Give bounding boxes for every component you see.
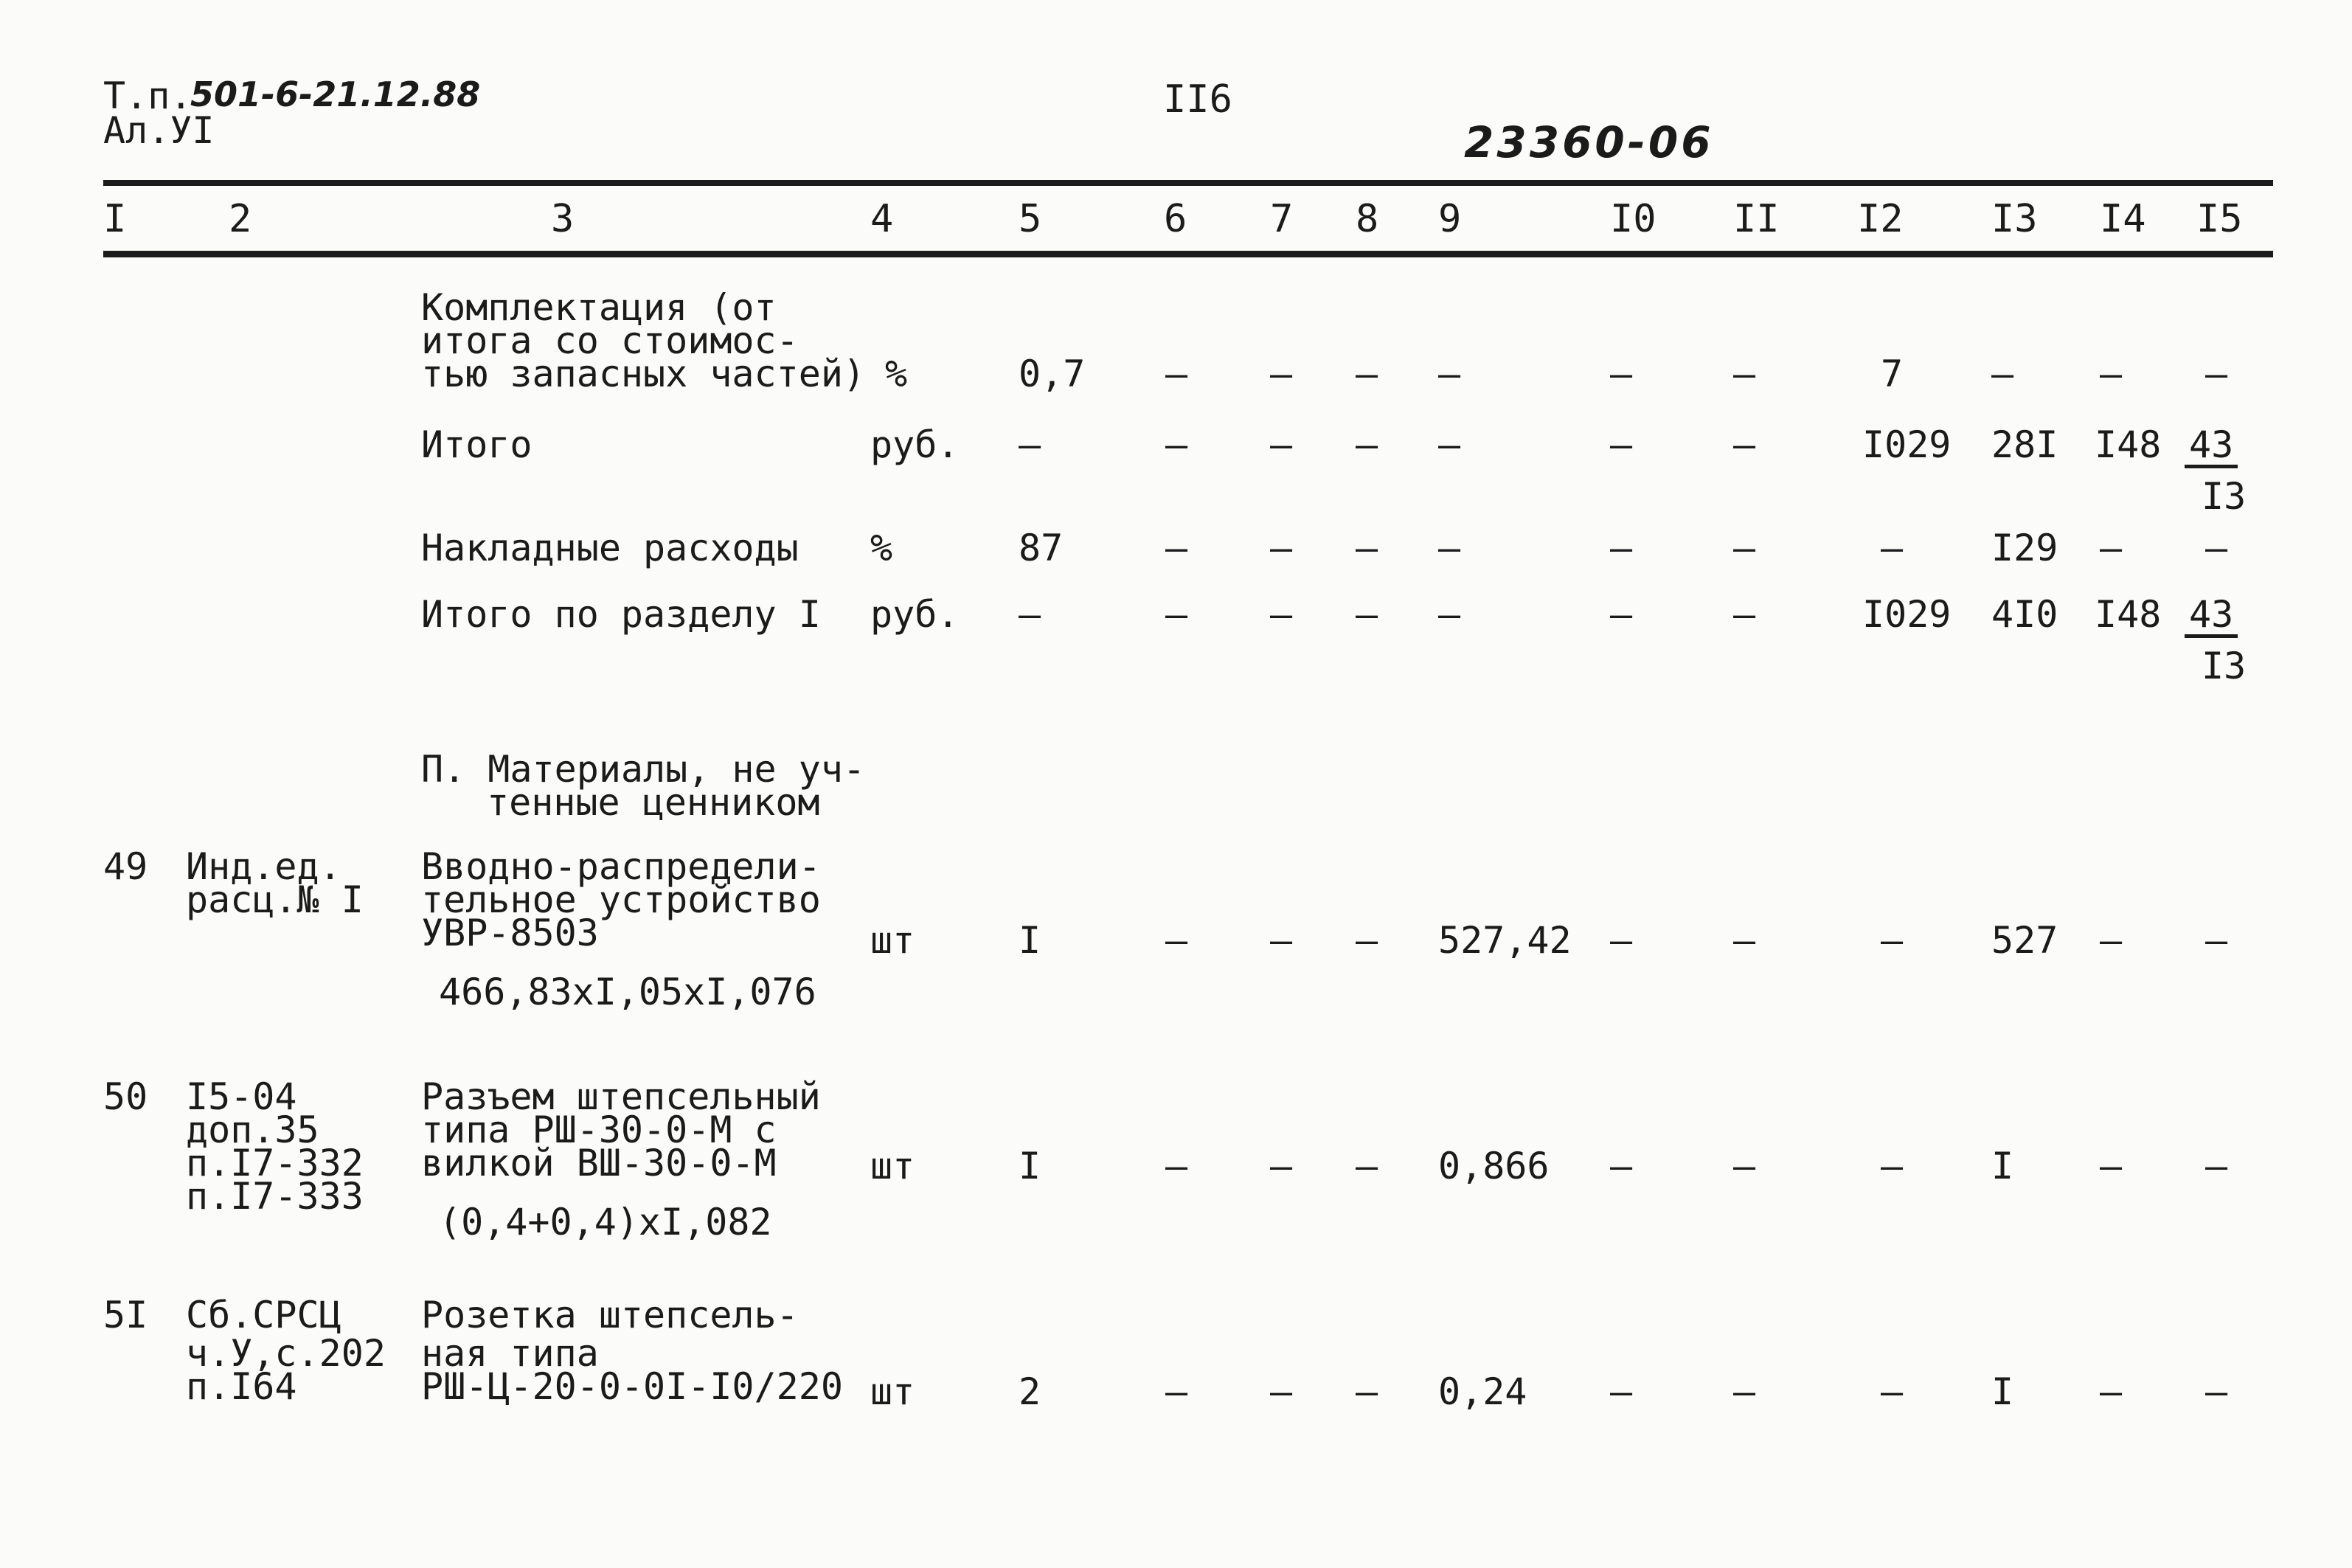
cell-col11: – bbox=[1733, 919, 1756, 962]
cell-col7: – bbox=[1270, 1145, 1293, 1187]
column-header: I5 bbox=[2196, 197, 2243, 241]
row-name: Накладные расходы bbox=[421, 527, 799, 569]
cell-col6: – bbox=[1165, 423, 1188, 466]
column-header: I bbox=[103, 197, 127, 241]
row-name: Итого bbox=[421, 423, 533, 466]
item-code-line: I5-04 bbox=[186, 1075, 297, 1118]
cell-col9: – bbox=[1438, 527, 1461, 569]
project-prefix: Т.п. bbox=[103, 74, 192, 117]
row-name-line: тью запасных частей) bbox=[421, 353, 866, 395]
item-formula: (0,4+0,4)xI,082 bbox=[439, 1201, 772, 1243]
cell-col14: – bbox=[2100, 919, 2123, 962]
item-name-line: вилкой ВШ-30-0-М bbox=[421, 1142, 777, 1184]
cell-col13: 28I bbox=[1991, 423, 2058, 466]
column-header: I4 bbox=[2100, 197, 2146, 241]
cell-col10: – bbox=[1610, 353, 1633, 395]
item-name-line: типа РШ-30-0-М с bbox=[421, 1109, 777, 1151]
cell-col13: – bbox=[1991, 353, 2014, 395]
row-qty: 87 bbox=[1019, 527, 1064, 569]
row-unit: % bbox=[885, 353, 908, 395]
cell-col7: – bbox=[1270, 423, 1293, 466]
cell-col8: – bbox=[1356, 1145, 1378, 1187]
cell-col10: – bbox=[1610, 919, 1633, 962]
cell-col10: – bbox=[1610, 1145, 1633, 1187]
cell-col6: – bbox=[1165, 353, 1188, 395]
cell-col12: – bbox=[1881, 1370, 1904, 1413]
cell-col14: – bbox=[2100, 1145, 2123, 1187]
cell-col15: – bbox=[2205, 1145, 2228, 1187]
row-qty: – bbox=[1019, 593, 1041, 636]
cell-col10: – bbox=[1610, 527, 1633, 569]
item-code-line: п.I7-332 bbox=[186, 1142, 364, 1184]
column-header: II bbox=[1733, 197, 1780, 241]
row-unit: % bbox=[870, 527, 893, 569]
item-qty: I bbox=[1019, 919, 1041, 962]
row-qty: – bbox=[1019, 423, 1041, 466]
cell-col9: 527,42 bbox=[1438, 919, 1572, 962]
item-number: 50 bbox=[103, 1075, 148, 1118]
cell-col11: – bbox=[1733, 423, 1756, 466]
fraction-numerator: 43 bbox=[2185, 596, 2238, 638]
cell-col13: 4I0 bbox=[1991, 593, 2058, 636]
cell-col6: – bbox=[1165, 1370, 1188, 1413]
cell-col9: – bbox=[1438, 353, 1461, 395]
cell-col7: – bbox=[1270, 527, 1293, 569]
fraction-denominator: I3 bbox=[2202, 475, 2247, 518]
column-header: I0 bbox=[1610, 197, 1657, 241]
row-name: Итого по разделу I bbox=[421, 593, 821, 636]
fraction-denominator: I3 bbox=[2202, 645, 2247, 687]
cell-col11: – bbox=[1733, 1145, 1756, 1187]
column-header: 4 bbox=[870, 197, 894, 241]
item-code-line: Сб.СРСЦ bbox=[186, 1294, 341, 1336]
item-code-line: п.I7-333 bbox=[186, 1175, 364, 1218]
item-code-line: Инд.ед. bbox=[186, 845, 341, 888]
row-unit: руб. bbox=[870, 423, 960, 466]
cell-col12: – bbox=[1881, 527, 1904, 569]
item-qty: 2 bbox=[1019, 1370, 1041, 1413]
row-name-line: Комплектация (от bbox=[421, 286, 777, 329]
cell-col9: 0,24 bbox=[1438, 1370, 1527, 1413]
section-title-line: тенные ценником bbox=[487, 781, 820, 824]
cell-col12: I029 bbox=[1862, 423, 1952, 466]
cell-col12: – bbox=[1881, 919, 1904, 962]
cell-col14: – bbox=[2100, 527, 2123, 569]
column-header: I2 bbox=[1857, 197, 1904, 241]
item-qty: I bbox=[1019, 1145, 1041, 1187]
item-code-line: доп.35 bbox=[186, 1109, 319, 1151]
cell-col11: – bbox=[1733, 1370, 1756, 1413]
row-qty: 0,7 bbox=[1019, 353, 1086, 395]
item-number: 5I bbox=[103, 1294, 148, 1336]
cell-col7: – bbox=[1270, 353, 1293, 395]
cell-col10: – bbox=[1610, 423, 1633, 466]
item-unit: шт bbox=[870, 1145, 915, 1187]
cell-col8: – bbox=[1356, 1370, 1378, 1413]
cell-col13: I bbox=[1991, 1145, 2014, 1187]
column-header: 2 bbox=[229, 197, 252, 241]
column-header: 6 bbox=[1164, 197, 1187, 241]
item-formula: 466,83xI,05xI,076 bbox=[439, 971, 816, 1013]
cell-col6: – bbox=[1165, 1145, 1188, 1187]
item-unit: шт bbox=[870, 1370, 915, 1413]
item-name-line: Разъем штепсельный bbox=[421, 1075, 821, 1118]
cell-col8: – bbox=[1356, 593, 1378, 636]
item-name-line: тельное устройство bbox=[421, 878, 821, 921]
row-unit: руб. bbox=[870, 593, 960, 636]
cell-col11: – bbox=[1733, 593, 1756, 636]
item-name-line: ная типа bbox=[421, 1332, 599, 1375]
item-name-line: Вводно-распредели- bbox=[421, 845, 821, 888]
cell-col10: – bbox=[1610, 593, 1633, 636]
cell-col9: – bbox=[1438, 423, 1461, 466]
cell-col14: I48 bbox=[2095, 423, 2162, 466]
cell-col15: – bbox=[2205, 353, 2228, 395]
fraction-numerator: 43 bbox=[2185, 426, 2238, 468]
cell-col14: – bbox=[2100, 353, 2123, 395]
cell-col7: – bbox=[1270, 919, 1293, 962]
cell-col12: – bbox=[1881, 1145, 1904, 1187]
section-title-line: П. Материалы, не уч- bbox=[421, 748, 866, 791]
cell-col13: I29 bbox=[1991, 527, 2058, 569]
cell-col15: – bbox=[2205, 919, 2228, 962]
cell-col14: I48 bbox=[2095, 593, 2162, 636]
document-code: 23360-06 bbox=[1464, 117, 1714, 167]
item-unit: шт bbox=[870, 919, 915, 962]
cell-col9: 0,866 bbox=[1438, 1145, 1550, 1187]
cell-col7: – bbox=[1270, 1370, 1293, 1413]
cell-col8: – bbox=[1356, 423, 1378, 466]
cell-col8: – bbox=[1356, 527, 1378, 569]
item-name-line: УВР-8503 bbox=[421, 912, 599, 954]
cell-col11: – bbox=[1733, 527, 1756, 569]
cell-col8: – bbox=[1356, 919, 1378, 962]
column-header: 7 bbox=[1270, 197, 1294, 241]
cell-col6: – bbox=[1165, 593, 1188, 636]
cell-col15: – bbox=[2205, 1370, 2228, 1413]
cell-col13: 527 bbox=[1991, 919, 2058, 962]
cell-col12: I029 bbox=[1862, 593, 1952, 636]
column-header: 8 bbox=[1356, 197, 1379, 241]
column-header: 5 bbox=[1019, 197, 1042, 241]
cell-col14: – bbox=[2100, 1370, 2123, 1413]
project-code: 501-6-21.12.88 bbox=[190, 74, 481, 114]
item-name-line: РШ-Ц-20-0-0I-I0/220 bbox=[421, 1365, 843, 1408]
table-top-rule bbox=[103, 180, 2273, 186]
item-number: 49 bbox=[103, 845, 148, 888]
album-label: Ал.УI bbox=[103, 109, 215, 152]
cell-col9: – bbox=[1438, 593, 1461, 636]
item-code-line: п.I64 bbox=[186, 1365, 297, 1408]
column-header: 3 bbox=[551, 197, 575, 241]
cell-col7: – bbox=[1270, 593, 1293, 636]
table-header-rule bbox=[103, 251, 2273, 257]
cell-col13: I bbox=[1991, 1370, 2014, 1413]
item-code-line: расц.№ I bbox=[186, 878, 364, 921]
cell-col11: – bbox=[1733, 353, 1756, 395]
cell-col6: – bbox=[1165, 527, 1188, 569]
page-number: II6 bbox=[1163, 77, 1232, 122]
column-header: I3 bbox=[1991, 197, 2038, 241]
row-name-line: итога со стоимос- bbox=[421, 319, 799, 362]
cell-col8: – bbox=[1356, 353, 1378, 395]
cell-col10: – bbox=[1610, 1370, 1633, 1413]
cell-col15: – bbox=[2205, 527, 2228, 569]
item-code-line: ч.У,с.202 bbox=[186, 1332, 386, 1375]
column-header: 9 bbox=[1438, 197, 1462, 241]
cell-col12: 7 bbox=[1881, 353, 1904, 395]
item-name-line: Розетка штепсель- bbox=[421, 1294, 799, 1336]
cell-col6: – bbox=[1165, 919, 1188, 962]
